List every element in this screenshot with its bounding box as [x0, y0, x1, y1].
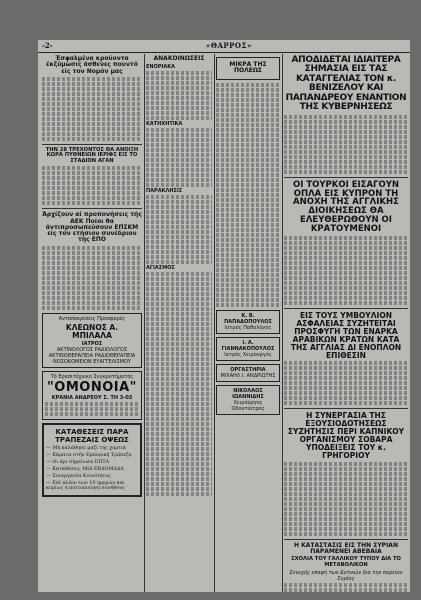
small-ad-text: Ιατρός Παθολόγος — [224, 324, 272, 331]
article-body — [42, 166, 142, 205]
ad-label: Ανταποκρίσεις Προσφορές — [58, 315, 126, 322]
banks-title: ΚΑΤΑΘΕΣΕΙΣ ΠΑΡΑ ΤΡΑΠΕΖΑΙΣ ΟΨΕΩΣ — [55, 428, 129, 444]
banks-item: — Κάματα στήν Εμπορική Τράπεζα — [46, 453, 132, 459]
syria-subline: Συνεχής επαφή των Δυτικών δια την πορείαν Συρίας — [289, 570, 403, 583]
doctor-title: ΙΑΤΡΟΣ — [81, 341, 103, 348]
column-4 — [284, 54, 408, 592]
omonoia-title: "ΟΜΟΝΟΙΑ" — [47, 380, 137, 396]
doctor-line: ΑΚΤΙΝΟΛΟΓΟΣ ΡΑΔΙΟΛΟΓΟΣ — [56, 347, 128, 354]
banks-item: — Επί πλέον των 10 ημερών και κυρίως η πιστοποίηση συνήθους — [46, 481, 125, 492]
doctor-name: ΚΛΕΩΝΟΣ Α. ΜΠΙΛΑΛΑ — [65, 322, 119, 340]
note-title: ΠΑΡΑΚΛΗΣΙΣ — [146, 188, 183, 195]
article-body — [42, 77, 142, 141]
small-ad-name: Ι. Α. ΓΙΑΝΝΑΚΟΠΟΥΛΟΣ — [221, 339, 275, 352]
banks-item: — Μή καλάθησε μαζί της χαρτιά — [46, 446, 127, 452]
syria-headline: Η ΚΑΤΑΣΤΑΣΙΣ ΕΙΣ ΤΗΝ ΣΥΡΙΑΝ ΠΑΡΑΜΕΝΕΙ ΑΒΕΒΑΙΑ — [294, 541, 398, 555]
column-3 — [216, 54, 280, 592]
ad-label: Τό Ερασιτέχνικο Συγκροτήματος — [50, 374, 134, 381]
mid-headline: ΤΗΝ 28 ΤΡΕΧΟΝΤΟΣ ΘΑ ΑΝΟΙΞΗ ΚΩΡΑ ΠΥΘΝΕΙΩΝ ΙΕΡΙΦΣ ΕΙΣ ΤΟ ΣΤΑΔΙΟΝ ΑΓΑΝ — [45, 146, 139, 164]
doctor-line: ΑΚΤΙΝΟΘΕΡΑΠΕΙΑ ΡΑΔΙΟΘΕΡΑΠΕΙΑ — [48, 353, 136, 360]
doctor-line: ΝΟΣΟΚΟΜΕΙΟΝ ΕΥΑΓΓΕΛΙΣΜΟΥ — [53, 359, 131, 366]
cyprus-headline: ΟΙ ΤΟΥΡΚΟΙ ΕΙΣΑΓΟΥΝ ΟΠΛΑ ΕΙΣ ΚΥΠΡΟΝ ΤΗ ΑΝΟΧΗ ΤΗΣ ΑΓΓΛΙΚΗΣ ΔΙΟΙΚΗΣΕΩΣ ΘΑ ΕΛΕΥΘΕΡΩΘΟΥΝ ΟΙ ΚΡΑΤΟΥΜΕΝΟΙ — [293, 179, 399, 235]
small-ad — [216, 337, 280, 361]
small-ad — [216, 310, 280, 334]
banks-item: — Καταθέσεις ΜΙΑ ΕΒΔΟΜΑΔΑ — [46, 467, 124, 473]
banks-item: — Συνεργασία Κοινότητος — [46, 474, 111, 480]
small-ad-text: Χειρούργος Οδοντίατρος — [231, 399, 265, 412]
masthead: «ΘΑΡΡΟΣ» — [206, 41, 252, 50]
note-title: ΕΝΟΡΙΑΚΑ — [146, 64, 175, 71]
city-news-headline: ΜΙΚΡΑ ΤΗΣ ΠΟΛΕΩΣ — [229, 61, 267, 75]
small-ad-name: Κ. Β. ΠΑΠΑΔΟΠΟΥΛΟΣ — [224, 312, 272, 325]
small-ad-text: Ιατρός Χειρουργός — [224, 351, 272, 358]
banks-advertisement — [42, 423, 142, 497]
newspaper-sheet — [38, 40, 410, 592]
small-ad-name: ΝΙΚΟΛΑΟΣ ΙΩΑΝΝΙΔΗΣ — [232, 387, 264, 400]
main-headline: ΑΠΟΔΙΔΕΤΑΙ ΙΔΙΑΙΤΕΡΑ ΣΗΜΑΣΙΑ ΕΙΣ ΤΑΣ ΚΑΤΑΓΓΕΛΙΑΣ ΤΟΝ κ. ΒΕΝΙΖΕΛΟΥ ΚΑΙ ΠΑΠΑΝΔΡΕΟΥ ΕΝΑΝΤΙΟΝ ΤΗΣ ΚΥΒΕΡΝΗΣΕΩΣ — [285, 55, 407, 113]
column-2 — [146, 54, 212, 592]
small-ad — [216, 364, 280, 382]
lead-headline: Έσφαλμένα κρούοντα έκζύμωσις άσθενες πουντό είς τον Νομόν μας — [46, 55, 138, 75]
column-rule — [144, 54, 145, 592]
announcements-headline: ΑΝΑΚΟΙΝΩΣΕΙΣ — [153, 55, 205, 62]
banks-item: — Οι άρι σημείωσα ΕΠΤΑ — [46, 460, 110, 466]
small-ad-name: ΟΡΓΑΣΤΗΡΙΑ — [230, 366, 266, 373]
sub-headline: Άρχίζουν αί προπονήσεις τής ΑΕΚ Ποίοι θα άντιπροσωπεύσουν ΕΠΣΚΜ είς τον ετήσιον συνέδριον της ΕΠΟ — [42, 211, 142, 244]
article-body — [42, 246, 142, 310]
column-rule — [214, 54, 215, 592]
doctor-advertisement — [42, 313, 142, 369]
page-number: -2- — [42, 41, 53, 50]
security-council-headline: ΕΙΣ ΤΟΥΣ ΥΜΒΟΥΛΙΟΝ ΑΣΦΑΛΕΙΑΣ ΣΥΖΗΤΕΙΤΑΙ ΠΡΟΣΦΥΓΗ ΤΩΝ ΕΝΑΡΚΑ ΑΡΑΒΙΚΩΝ ΚΡΑΤΩΝ ΚΑΤΑ ΤΗΣ ΑΓΓΛΙΑΣ ΔΙ ΕΝΟΠΛΟΝ ΕΠΙΘΕΣΙΝ — [290, 311, 402, 360]
page-header — [38, 40, 410, 53]
city-news-box — [216, 57, 280, 80]
column-1 — [42, 54, 142, 592]
omonoia-sub: ΚΡΑΝΙΑ ΑΝΔΡΕΟΥ Σ. ΤΗ 3-03 — [51, 395, 133, 402]
small-ad-text: ΜΙΧΑΗΛ Ι. ΑΝΔΡΙΩΤΗΣ — [220, 372, 276, 379]
note-title: ΚΑΤΗΧΗΤΙΚΑ — [146, 121, 183, 128]
note-title: ΑΓΙΑΣΜΟΣ — [146, 265, 175, 272]
tobacco-headline: Η ΣΥΝΕΡΓΑΣΙΑ ΤΗΣ ΕΞΟΥΣΙΟΔΟΤΗΣΕΩΣ ΣΥΖΗΤΗΣΙΣ ΠΕΡΙ ΚΑΠΝΙΚΟΥ ΟΡΓΑΝΙΣΜΟΥ ΣΟΒΑΡΑ ΥΠΟΔΕΙΞΕΙΣ ΤΟΥ κ. ΓΡΗΓΟΡΙΟΥ — [287, 411, 405, 460]
omonoia-advertisement — [42, 371, 142, 420]
small-ad — [216, 385, 280, 415]
column-rule — [282, 54, 283, 592]
syria-subheadline: ΣΧΟΛΙΑ ΤΟΥ ΓΑΛΛΙΚΟΥ ΤΥΠΟΥ ΔΙΑ ΤΟ ΜΕΤΑΒΟΛΙΚΟΝ — [291, 556, 401, 568]
